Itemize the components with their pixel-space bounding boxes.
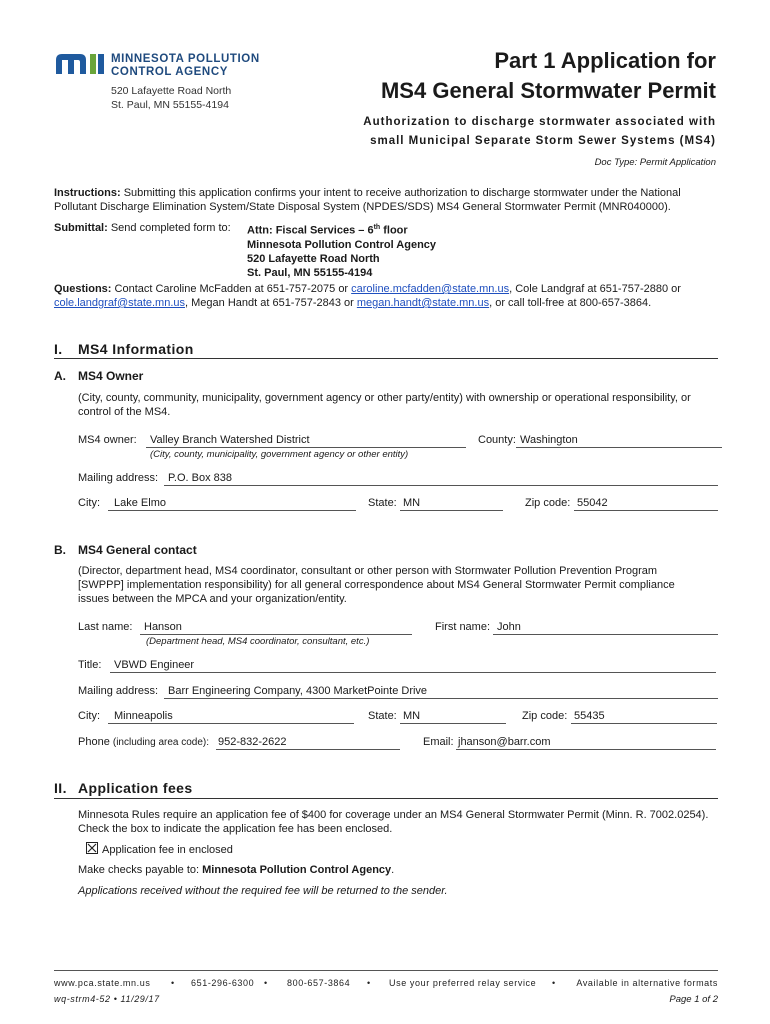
phone-field[interactable]: 952-832-2622 bbox=[216, 735, 400, 750]
subsection-b-desc3: issues between the MPCA and your organization/entity. bbox=[78, 593, 347, 605]
footer-rule bbox=[54, 970, 718, 971]
title-label: Title: bbox=[78, 659, 102, 671]
form-title-line2: MS4 General Stormwater Permit bbox=[380, 78, 716, 103]
footer-page-number: Page 1 of 2 bbox=[669, 994, 718, 1005]
contact-state-label: State: bbox=[368, 710, 397, 722]
email-link-landgraf[interactable]: cole.landgraf@state.mn.us bbox=[54, 297, 186, 309]
instructions-label: Instructions: bbox=[54, 187, 121, 199]
owner-field[interactable]: Valley Branch Watershed District bbox=[146, 433, 466, 448]
agency-address-line2: St. Paul, MN 55155-4194 bbox=[111, 99, 229, 111]
submittal-address: Attn: Fiscal Services – 6th floor Minnesota Pollution Control Agency 520 Lafayette Road North St. Paul, MN 55155-4194 bbox=[247, 224, 437, 279]
agency-name-line2: CONTROL AGENCY bbox=[111, 66, 229, 78]
section1-number: I. bbox=[54, 341, 63, 357]
subsection-b-title: MS4 General contact bbox=[78, 543, 197, 557]
contact-zip-label: Zip code: bbox=[522, 710, 568, 722]
owner-field-note: (City, county, municipality, government agency or other entity) bbox=[150, 449, 409, 460]
section1-rule bbox=[54, 358, 718, 359]
footer-doc-code: wq-strm4-52 • 11/29/17 bbox=[54, 994, 160, 1004]
section2-desc2: Check the box to indicate the application fee has been enclosed. bbox=[78, 823, 393, 835]
owner-label: MS4 owner: bbox=[78, 434, 137, 446]
first-name-label: First name: bbox=[435, 621, 491, 633]
footer-phone2: 800-657-3864 bbox=[287, 978, 351, 988]
section2-title: Application fees bbox=[78, 780, 193, 796]
contact-mailing-label: Mailing address: bbox=[78, 685, 159, 697]
email-field[interactable]: jhanson@barr.com bbox=[456, 735, 716, 750]
submittal-text: Send completed form to: bbox=[110, 222, 231, 234]
subsection-b-number: B. bbox=[54, 543, 66, 557]
doc-type: Doc Type: Permit Application bbox=[594, 157, 716, 168]
section2-desc1: Minnesota Rules require an application fee of $400 for coverage under an MS4 General Stormwater Permit (Minn. R. 7002.0254). bbox=[78, 809, 709, 821]
email-label: Email: bbox=[423, 736, 454, 748]
subsection-b-desc2: [SWPPP] implementation responsibility) for all general correspondence about MS4 General Stormwater Permit compliance bbox=[78, 579, 675, 591]
submittal-label: Submittal: bbox=[54, 222, 108, 234]
email-link-mcfadden[interactable]: caroline.mcfadden@state.mn.us bbox=[351, 283, 510, 295]
contact-state-field[interactable]: MN bbox=[400, 709, 506, 724]
subsection-a-number: A. bbox=[54, 369, 66, 383]
mpca-logo-mark bbox=[54, 52, 106, 76]
agency-name-line1: MINNESOTA POLLUTION bbox=[111, 53, 260, 65]
instructions-text2: Pollutant Discharge Elimination System/State Disposal System (NPDES/SDS) MS4 General Stormwater Permit (MNR040000). bbox=[54, 201, 671, 213]
contact-mailing-field[interactable]: Barr Engineering Company, 4300 MarketPointe Drive bbox=[164, 684, 718, 699]
form-subtitle-line1: Authorization to discharge stormwater associated with bbox=[363, 116, 716, 128]
payable-prefix: Make checks payable to: bbox=[78, 864, 203, 876]
last-name-field[interactable]: Hanson bbox=[140, 620, 412, 635]
contact-city-field[interactable]: Minneapolis bbox=[108, 709, 354, 724]
checkbox-x-icon bbox=[87, 843, 97, 853]
footer-phone1: 651-296-6300 bbox=[191, 978, 255, 988]
phone-label: Phone bbox=[78, 736, 110, 748]
footer-relay: Use your preferred relay service bbox=[389, 978, 537, 988]
city-field[interactable]: Lake Elmo bbox=[108, 496, 356, 511]
questions-label: Questions: bbox=[54, 283, 112, 295]
form-title-line1: Part 1 Application for bbox=[494, 48, 716, 73]
county-label: County: bbox=[478, 434, 516, 446]
footer-formats: Available in alternative formats bbox=[576, 978, 718, 988]
section2-rule bbox=[54, 798, 718, 799]
state-field[interactable]: MN bbox=[400, 496, 503, 511]
city-label: City: bbox=[78, 497, 100, 509]
contact-zip-field[interactable]: 55435 bbox=[571, 709, 717, 724]
fee-enclosed-checkbox[interactable] bbox=[86, 842, 98, 854]
state-label: State: bbox=[368, 497, 397, 509]
section1-title: MS4 Information bbox=[78, 341, 194, 357]
zip-label: Zip code: bbox=[525, 497, 571, 509]
contact-city-label: City: bbox=[78, 710, 100, 722]
mailing-address-field[interactable]: P.O. Box 838 bbox=[164, 471, 718, 486]
agency-logo bbox=[54, 52, 284, 112]
instructions-text1: Submitting this application confirms your intent to receive authorization to discharge stormwater under the National bbox=[123, 187, 681, 199]
zip-field[interactable]: 55042 bbox=[574, 496, 718, 511]
last-name-field-note: (Department head, MS4 coordinator, consultant, etc.) bbox=[146, 636, 370, 647]
subsection-a-desc1: (City, county, community, municipality, government agency or other party/entity) with ownership or operational responsibility, or bbox=[78, 392, 691, 404]
subsection-a-title: MS4 Owner bbox=[78, 369, 144, 383]
first-name-field[interactable]: John bbox=[493, 620, 718, 635]
agency-address-line1: 520 Lafayette Road North bbox=[111, 85, 232, 97]
fee-enclosed-label: Application fee in enclosed bbox=[102, 844, 233, 856]
subsection-b-desc1: (Director, department head, MS4 coordinator, consultant or other person with Stormwater Pollution Prevention Program bbox=[78, 565, 658, 577]
last-name-label: Last name: bbox=[78, 621, 133, 633]
section2-number: II. bbox=[54, 780, 67, 796]
email-link-handt[interactable]: megan.handt@state.mn.us bbox=[356, 297, 490, 309]
payable-name: Minnesota Pollution Control Agency bbox=[202, 864, 392, 876]
footer-website[interactable]: www.pca.state.mn.us bbox=[54, 978, 151, 988]
mailing-address-label: Mailing address: bbox=[78, 472, 159, 484]
subsection-a-desc2: control of the MS4. bbox=[78, 406, 171, 418]
title-field[interactable]: VBWD Engineer bbox=[110, 658, 716, 673]
fee-enclosed-checkbox-row[interactable] bbox=[86, 841, 233, 857]
phone-label-note: (including area code): bbox=[112, 737, 210, 748]
county-field[interactable]: Washington bbox=[516, 433, 722, 448]
form-subtitle-line2: small Municipal Separate Storm Sewer Systems (MS4) bbox=[370, 135, 716, 147]
fee-warning: Applications received without the required fee will be returned to the sender. bbox=[78, 885, 448, 897]
